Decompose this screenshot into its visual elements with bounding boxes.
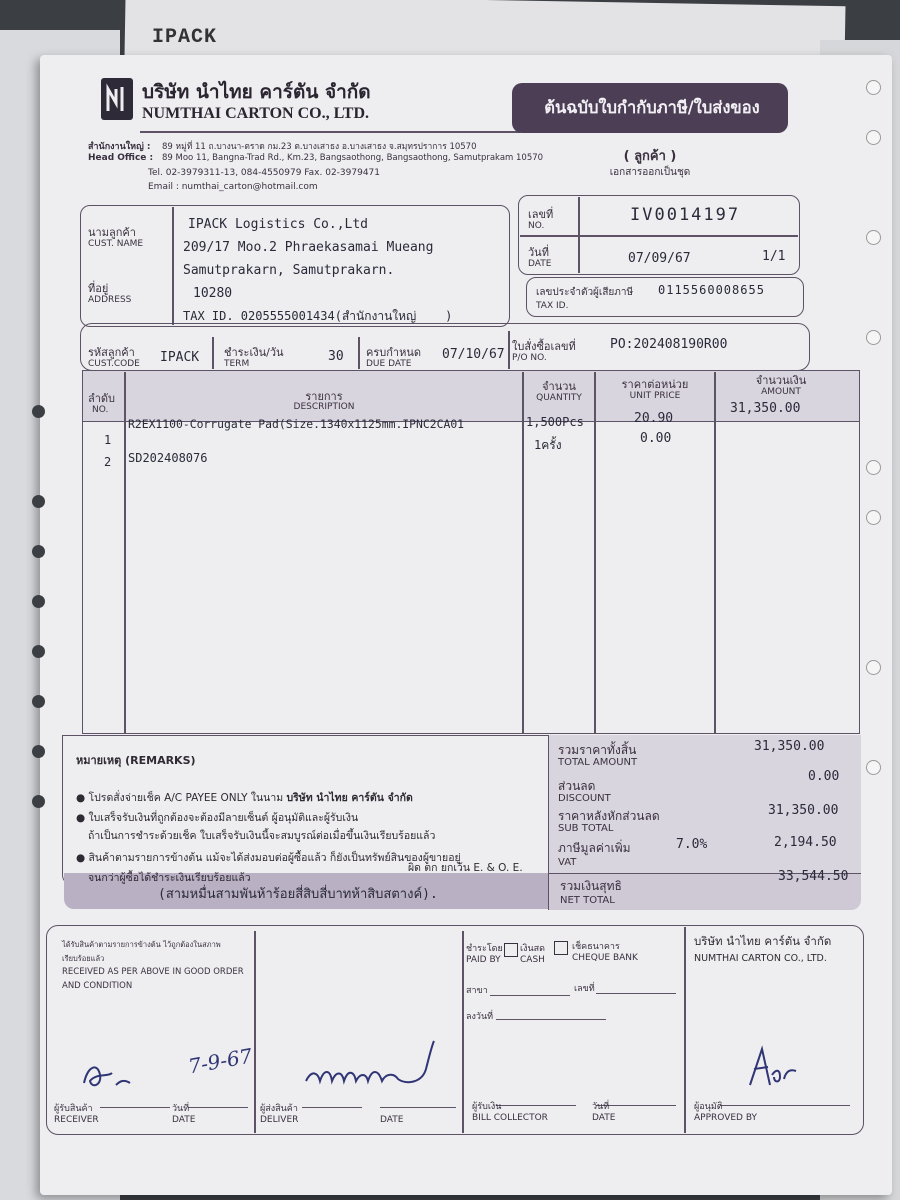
total-label-en: TOTAL AMOUNT <box>558 757 638 768</box>
doc-page: 1/1 <box>762 249 786 264</box>
customer-tax-id: TAX ID. 0205555001434(สำนักงานใหญ่ ) <box>183 309 453 323</box>
signature-line <box>100 1107 170 1108</box>
due-date-label-en: DUE DATE <box>366 359 412 369</box>
receiver-date-handwritten: 7-9-67 <box>186 1043 255 1079</box>
doc-date-label-en: DATE <box>528 259 552 269</box>
po-number: PO:202408190R00 <box>610 337 728 352</box>
doc-no-label-th: เลขที่ <box>528 208 554 221</box>
vat-rate: 7.0% <box>676 837 708 852</box>
received-note-en2: AND CONDITION <box>62 981 133 991</box>
remark-line-4-text: สินค้าตามรายการข้างต้น แม้จะได้ส่งมอบต่อผู้ซื้อแล้ว ก็ยังเป็นทรัพย์สินของผู้ขายอยู่ <box>88 852 461 864</box>
col-divider-qty <box>594 372 596 734</box>
item-unit-price: 0.00 <box>640 431 672 446</box>
net-total-amount: 33,544.50 <box>778 869 849 884</box>
tax-id-label-th: เลขประจำตัวผู้เสียภาษี <box>536 287 634 298</box>
col-amount-th: จำนวนเงิน <box>755 374 807 387</box>
cust-code: IPACK <box>160 350 200 365</box>
col-price-th: ราคาต่อหน่วย <box>621 378 689 391</box>
doc-number: IV0014197 <box>630 205 741 225</box>
col-divider-no <box>124 372 126 734</box>
right-tractor-strip <box>862 60 884 1200</box>
due-date-label-th: ครบกำหนด <box>366 346 421 359</box>
discount-label-en: DISCOUNT <box>558 793 611 804</box>
signature-line <box>188 1107 248 1108</box>
paid-by-label-th: ชำระโดย <box>466 944 503 954</box>
col-qty-th: จำนวน <box>542 380 576 393</box>
customer-name: IPACK Logistics Co.,Ltd <box>188 217 369 232</box>
doc-box-hdivider <box>520 235 798 237</box>
fill-line <box>496 1019 606 1020</box>
po-label-en: P/O NO. <box>512 353 547 363</box>
cash-label-th: เงินสด <box>520 944 545 954</box>
tractor-hole <box>32 545 45 558</box>
vat-label-en: VAT <box>558 857 577 868</box>
tractor-hole <box>866 130 881 145</box>
approver-label-th: ผู้อนุมัติ <box>694 1102 723 1112</box>
term-days: 30 <box>328 349 344 364</box>
discount-label-th: ส่วนลด <box>558 779 596 793</box>
tractor-hole <box>866 230 881 245</box>
remark-line-1-text: โปรดสั่งจ่ายเช็ค A/C PAYEE ONLY ในนาม <box>88 792 284 804</box>
terms-divider <box>508 331 510 369</box>
company-name-en: NUMTHAI CARTON CO., LTD. <box>142 105 370 122</box>
address-th-label: สำนักงานใหญ่ : <box>88 142 151 152</box>
deliver-date-label-en: DATE <box>380 1115 404 1125</box>
subtotal-amount: 31,350.00 <box>768 803 839 818</box>
approver-signature <box>744 1045 800 1097</box>
signature-line <box>720 1105 850 1106</box>
footer-divider <box>462 931 464 1133</box>
item-amount: 31,350.00 <box>730 401 801 416</box>
receiver-date-label-en: DATE <box>172 1115 196 1125</box>
received-note-en1: RECEIVED AS PER ABOVE IN GOOD ORDER <box>62 967 244 977</box>
customer-postcode: 10280 <box>193 286 233 301</box>
item-qty: 1ครั้ง <box>534 438 562 452</box>
fill-line <box>596 993 676 994</box>
tractor-hole <box>32 495 45 508</box>
header-divider <box>140 131 520 133</box>
tractor-hole <box>866 80 881 95</box>
tractor-hole <box>32 595 45 608</box>
tractor-hole <box>32 745 45 758</box>
tractor-hole <box>866 460 881 475</box>
col-desc-th: รายการ <box>305 390 343 403</box>
collector-label-th: ผู้รับเงิน <box>472 1102 502 1112</box>
col-no-th: ลำดับ <box>88 392 116 405</box>
term-label-th: ชำระเงิน/วัน <box>224 346 284 359</box>
cust-name-label-en: CUST. NAME <box>88 239 144 249</box>
invoice-sheet <box>40 55 892 1195</box>
customer-label-divider <box>172 207 174 325</box>
company-email: Email : numthai_carton@hotmail.com <box>148 182 318 192</box>
cust-name-label-th: นามลูกค้า <box>88 226 136 239</box>
company-address-en: 89 Moo 11, Bangna-Trad Rd., Km.23, Bangsaothong, Bangsaothong, Samutprakam 10570 <box>162 153 544 163</box>
tax-id-label-en: TAX ID. <box>536 301 569 311</box>
remark-line-1-company: บริษัท นำไทย คาร์ตัน จำกัด <box>286 792 413 804</box>
item-no: 2 <box>104 455 112 469</box>
tractor-hole <box>32 645 45 658</box>
company-logo-icon <box>100 77 134 125</box>
subtotal-label-en: SUB TOTAL <box>558 823 614 834</box>
col-divider-desc <box>522 372 524 734</box>
head-office-label: Head Office : <box>88 153 154 163</box>
cheque-label-en: CHEQUE BANK <box>572 953 638 963</box>
doc-date: 07/09/67 <box>628 251 691 266</box>
behind-sheet-text: IPACK <box>152 26 218 49</box>
signature-line <box>496 1105 576 1106</box>
address-label-en: ADDRESS <box>88 295 132 305</box>
received-note-th1: ได้รับสินค้าตามรายการข้างต้น ไว้ถูกต้องในสภาพ <box>62 940 221 949</box>
receiver-signature <box>78 1055 138 1099</box>
receiver-date-label-th: วันที่ <box>172 1104 190 1114</box>
doc-title: ต้นฉบับใบกำกับภาษี/ใบส่งของ <box>544 98 760 117</box>
tractor-hole <box>866 330 881 345</box>
remark-line-1: ● โปรดสั่งจ่ายเช็ค A/C PAYEE ONLY ในนาม บริษัท นำไทย คาร์ตัน จำกัด <box>76 792 413 804</box>
item-no: 1 <box>104 433 112 447</box>
net-total-label-en: NET TOTAL <box>560 895 615 906</box>
footer-divider <box>254 931 256 1133</box>
col-price-en: UNIT PRICE <box>629 391 681 401</box>
item-desc: R2EX1100-Corrugate Pad(Size.1340x1125mm.IPNC2CA01 <box>128 417 465 431</box>
remark-line-4: ● สินค้าตามรายการข้างต้น แม้จะได้ส่งมอบต่อผู้ซื้อแล้ว ก็ยังเป็นทรัพย์สินของผู้ขายอยู่ <box>76 852 461 864</box>
remark-line-2: ● ใบเสร็จรับเงินที่ถูกต้องจะต้องมีลายเซ็นต์ ผู้อนุมัติและผู้รับเงิน <box>76 812 359 824</box>
net-total-label-th: รวมเงินสุทธิ <box>560 879 622 893</box>
collector-date-label-th: วันที่ <box>592 1102 610 1112</box>
vat-label-th: ภาษีมูลค่าเพิ่ม <box>558 841 631 855</box>
tractor-hole <box>32 405 45 418</box>
cheque-number-label: เลขที่ <box>574 984 595 994</box>
doc-date-label-th: วันที่ <box>528 246 549 259</box>
cash-checkbox[interactable] <box>504 943 518 957</box>
footer-divider <box>684 927 686 1133</box>
copy-type: ( ลูกค้า ) <box>623 149 677 164</box>
tractor-hole <box>866 760 881 775</box>
company-name-th: บริษัท นำไทย คาร์ตัน จำกัด <box>142 81 371 103</box>
collector-label-en: BILL COLLECTOR <box>472 1113 548 1123</box>
cash-label-en: CASH <box>520 955 545 965</box>
col-desc-en: DESCRIPTION <box>293 402 355 412</box>
errors-omissions-note: ผิด ตก ยกเว้น E. & O. E. <box>408 862 523 874</box>
total-amount: 31,350.00 <box>754 739 825 754</box>
remark-line-2-text: ใบเสร็จรับเงินที่ถูกต้องจะต้องมีลายเซ็นต์ ผู้อนุมัติและผู้รับเงิน <box>88 812 359 824</box>
approver-label-en: APPROVED BY <box>694 1113 758 1123</box>
issued-set: เอกสารออกเป็นชุด <box>609 167 691 178</box>
signature-line <box>302 1107 362 1108</box>
cust-code-label-en: CUST.CODE <box>88 359 140 369</box>
customer-address-line2: Samutprakarn, Samutprakarn. <box>183 263 395 278</box>
customer-address-line1: 209/17 Moo.2 Phraekasamai Mueang <box>183 240 434 255</box>
paid-by-label-en: PAID BY <box>466 955 501 965</box>
company-address-th: 89 หมู่ที่ 11 ถ.บางนา-ตราด กม.23 ต.บางเสาธง อ.บางเสาธง จ.สมุทรปราการ 10570 <box>162 142 477 152</box>
branch-label: สาขา <box>466 986 488 996</box>
cust-code-label-th: รหัสลูกค้า <box>88 346 135 359</box>
item-desc: SD202408076 <box>128 451 208 465</box>
remark-line-5: จนกว่าผู้ซื้อได้ชำระเงินเรียบร้อยแล้ว <box>88 872 251 884</box>
footer-company-en: NUMTHAI CARTON CO., LTD. <box>694 953 827 964</box>
collector-date-label-en: DATE <box>592 1113 616 1123</box>
term-label-en: TERM <box>224 359 250 369</box>
seller-tax-id: 0115560008655 <box>658 283 765 297</box>
footer-company-th: บริษัท นำไทย คาร์ตัน จำกัด <box>694 934 832 948</box>
tractor-hole <box>866 510 881 525</box>
col-qty-en: QUANTITY <box>536 393 582 403</box>
cheque-label-th: เช็คธนาคาร <box>572 942 620 952</box>
remark-line-3: ถ้าเป็นการชำระด้วยเช็ค ใบเสร็จรับเงินนี้จะสมบูรณ์ต่อเมื่อขึ้นเงินเรียบร้อยแล้ว <box>88 830 436 842</box>
terms-divider <box>212 337 214 369</box>
deliver-label-en: DELIVER <box>260 1115 299 1125</box>
signature-line <box>380 1107 456 1108</box>
item-unit-price: 20.90 <box>634 411 674 426</box>
tractor-hole <box>32 795 45 808</box>
total-label-th: รวมราคาทั้งสิ้น <box>558 743 637 757</box>
address-label-th: ที่อยู่ <box>88 282 109 295</box>
col-divider-price <box>714 372 716 734</box>
deliver-label-th: ผู้ส่งสินค้า <box>260 1104 298 1114</box>
col-amount-en: AMOUNT <box>761 387 801 397</box>
col-no-en: NO. <box>92 405 109 415</box>
tractor-hole <box>866 660 881 675</box>
company-tel: Tel. 02-3979311-13, 084-4550979 Fax. 02-3979471 <box>148 168 380 178</box>
remarks-title: หมายเหตุ (REMARKS) <box>76 754 196 767</box>
subtotal-label-th: ราคาหลังหักส่วนลด <box>558 809 660 823</box>
receiver-label-en: RECEIVER <box>54 1115 99 1125</box>
doc-no-label-en: NO. <box>528 221 545 231</box>
discount-amount: 0.00 <box>808 769 840 784</box>
due-date: 07/10/67 <box>442 347 505 362</box>
tractor-hole <box>32 695 45 708</box>
received-note-th2: เรียบร้อยแล้ว <box>62 954 105 963</box>
terms-divider <box>358 337 360 369</box>
amount-in-words: (สามหมื่นสามพันห้าร้อยสี่สิบสี่บาทห้าสิบสตางค์). <box>158 887 438 902</box>
po-label-th: ใบสั่งซื้อเลขที่ <box>512 340 576 353</box>
cheque-date-label: ลงวันที่ <box>466 1012 494 1022</box>
receiver-label-th: ผู้รับสินค้า <box>54 1104 93 1114</box>
cheque-checkbox[interactable] <box>554 941 568 955</box>
fill-line <box>490 995 570 996</box>
deliver-signature <box>302 1039 442 1103</box>
item-qty: 1,500Pcs <box>526 415 584 429</box>
vat-amount: 2,194.50 <box>774 835 837 850</box>
